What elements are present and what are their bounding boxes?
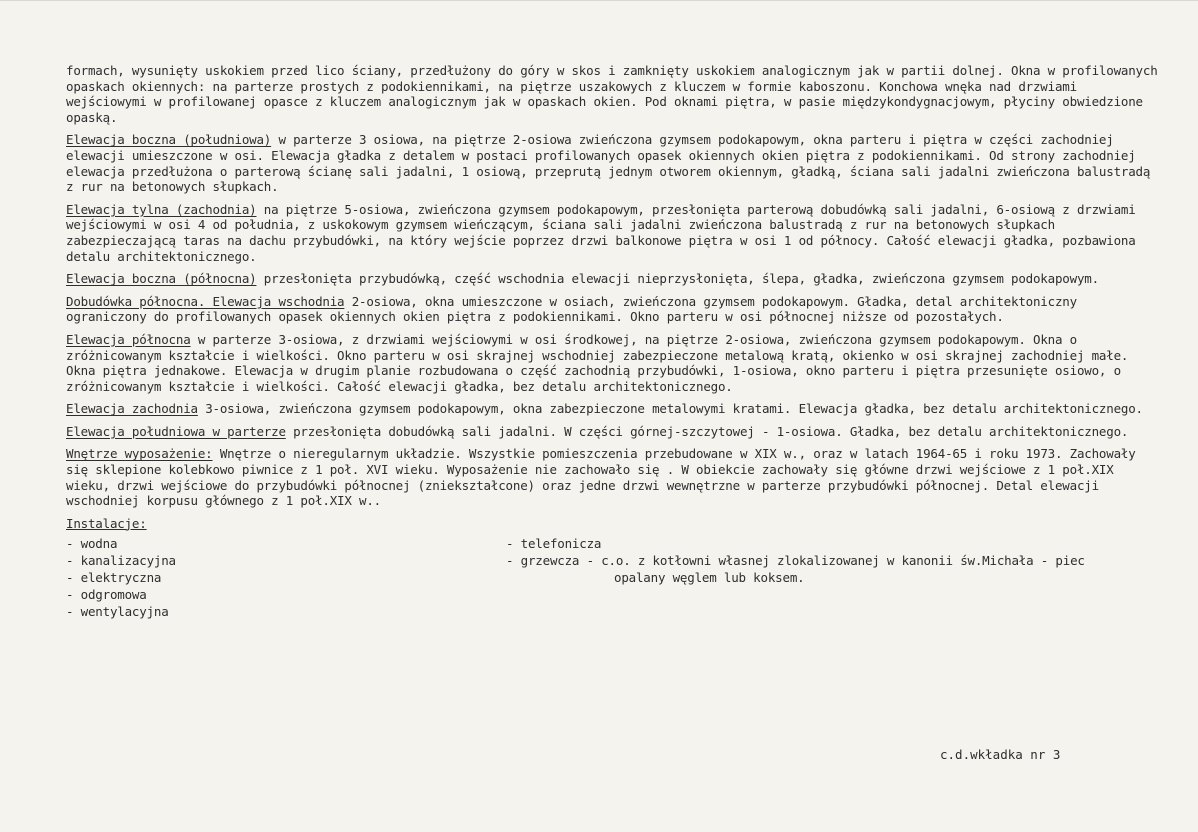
paragraph-text: 3-osiowa, zwieńczona gzymsem podokapowym, okna zabezpieczone metalowymi kratami. Elewacja gładka, bez detalu architektonicznego. [197,401,1143,417]
paragraph-elewacja-tylna [66,202,1158,264]
list-item: - wentylacyjna [66,604,169,620]
installations-right-column [506,535,1166,586]
list-item: - odgromowa [66,587,147,603]
installations-list [66,535,1158,635]
list-item: - elektryczna [66,570,162,586]
installations-left-column [66,535,176,620]
list-item: - grzewcza - c.o. z kotłowni własnej zlokalizowanej w kanonii św.Michała - piec [506,553,1085,569]
paragraph-dobudowka-polnocna [66,294,1158,325]
paragraph-intro [66,63,1158,125]
document-body [66,63,1158,635]
list-item-continuation: opalany węglem lub koksem. [614,570,805,586]
paragraph-elewacja-boczna-polnocna [66,271,1158,287]
list-item: - telefonicza [506,536,602,552]
section-heading: Elewacja tylna (zachodnia) [66,201,257,217]
paragraph-text: formach, wysunięty uskokiem przed lico ściany, przedłużony do góry w skos i zamknięty uskokiem analogicznym jak w partii dolnej. Okna w profilowanych opaskach okiennych: na parterze prostych z podokiennikami, na piętrze uszakowych z kluczem w formie kaboszonu. Konchowa wnęka nad drzwiami wejściowymi w profilowanej opasce z kluczem analogicznym jak w opaskach okien. Pod oknami piętra, w pasie międzykondygnacjowym, płyciny obwiedzione opaską. [66,63,1158,125]
paragraph-elewacja-boczna-poludniowa [66,132,1158,194]
paragraph-elewacja-zachodnia [66,401,1158,417]
section-heading: Elewacja boczna (południowa) [66,132,272,148]
paragraph-text: 2-osiowa, okna umieszczone w osiach, zwieńczona gzymsem podokapowym. Gładka, detal architektoniczny ograniczony do profilowanych opasek okiennych okien piętra z podokiennikami. Okno parteru w osi północnej niższe od pozostałych. [66,293,1077,325]
paragraph-text: w parterze 3-osiowa, z drzwiami wejściowymi w osi środkowej, na piętrze 2-osiowa, zwieńczona gzymsem podokapowym. Okna o zróżnicowanym kształcie i wielkości. Okno parteru w osi skrajnej wschodniej zabezpieczone metalową kratą, okienko w osi skrajnej zachodniej małe. Okna piętra jednakowe. Elewacja w drugim planie rozbudowana o część zachodnią przybudówki, 1-osiowa, okno parteru i piętra przesunięte osiowo, o zróżnicowanym kształcie i wielkości. Całość elewacji gładka, bez detalu architektonicznego. [66,331,1129,394]
page-footer-note: c.d.wkładka nr 3 [940,747,1061,762]
paragraph-elewacja-polnocna [66,332,1158,394]
list-item: - kanalizacyjna [66,553,176,569]
section-heading: Elewacja północna [66,331,191,347]
paragraph-text: w parterze 3 osiowa, na piętrze 2-osiowa zwieńczona gzymsem podokapowym, okna parteru i piętra w części zachodniej elewacji umieszczone w osi. Elewacja gładka z detalem w postaci profilowanych opasek okiennych okien piętra z podokiennikami. Od strony zachodniej elewacja przedłużona o parterową ścianę sali jadalni, 1 osiową, przeprutą jednym otworem okiennym, gładką, ściana sali jadalni zwieńczona balustradą z rur na betonowych słupkach. [66,132,1151,195]
section-heading: Wnętrze wyposażenie: [66,446,213,462]
installations-heading: Instalacje: [66,515,147,531]
section-heading: Elewacja zachodnia [66,401,198,417]
list-item: - wodna [66,536,118,552]
paragraph-text: Wnętrze o nieregularnym układzie. Wszystkie pomieszczenia przebudowane w XIX w., oraz w latach 1964-65 i roku 1973. Zachowały się sklepione kolebkowo piwnice z 1 poł. XVI wieku. Wyposażenie nie zachowało się . W obiekcie zachowały się główne drzwi wejściowe z 1 poł.XIX wieku, drzwi wejściowe do przybudówki północnej (zniekształcone) oraz jedne drzwi wewnętrzne w parterze przybudówki północnej. Detal elewacji wschodniej korpusu głównego z 1 poł.XIX w.. [66,446,1136,509]
section-heading: Dobudówka północna. Elewacja wschodnia [66,293,345,309]
section-heading: Elewacja boczna (północna) [66,271,257,287]
paragraph-text: przesłonięta przybudówką, część wschodnia elewacji nieprzysłonięta, ślepa, gładka, zwieńczona gzymsem podokapowym. [256,271,1099,287]
paragraph-text: na piętrze 5-osiowa, zwieńczona gzymsem podokapowym, przesłonięta parterową dobudówką sali jadalni, 6-osiową z drzwiami wejściowymi w osi 4 od południa, z uskokowym gzymsem wieńczącym, ściana sali jadalni zwieńczona balustradą z rur na betonowych słupkach zabezpieczającą taras na dachu przybudówki, na który wejście poprzez drzwi balkonowe piętra w osi 1 od północy. Całość elewacji gładka, pozbawiona detalu architektonicznego. [66,201,1136,264]
section-heading: Elewacja południowa w parterze [66,423,286,439]
paragraph-wnetrze [66,446,1158,508]
paragraph-elewacja-poludniowa [66,424,1158,440]
paragraph-text: przesłonięta dobudówką sali jadalni. W części górnej-szczytowej - 1-osiowa. Gładka, bez detalu architektonicznego. [285,423,1129,439]
